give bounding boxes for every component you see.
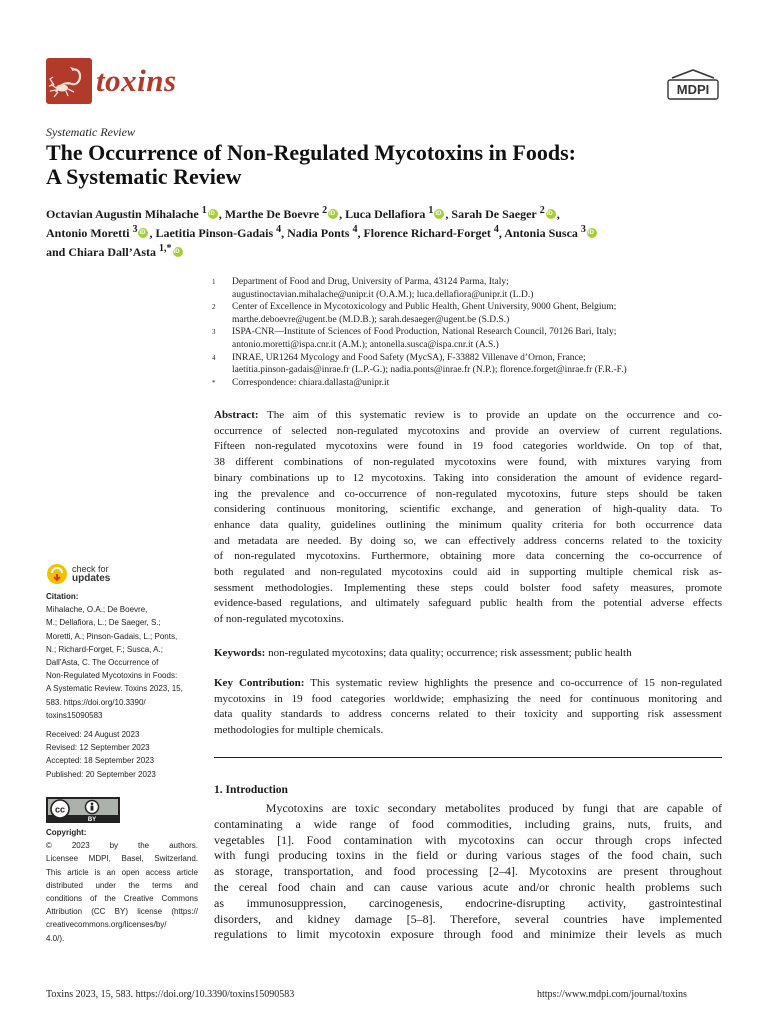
check-for-updates-button[interactable] [46,563,110,585]
section-divider [214,757,722,758]
citation-line: Dall’Asta, C. The Occurrence of [46,658,159,668]
key-contribution [214,676,722,739]
author-affiliation: 2 [322,205,328,216]
citation-label: Citation: [46,592,79,601]
citation-doi-link[interactable]: toxins15090583 [46,710,103,720]
orcid-icon[interactable] [173,247,183,257]
author-name: Nadia Ponts [287,226,350,240]
abstract-line: both regulated and non-regulated mycotoxins could aid in supporting multiple chemical risk as- [214,566,722,579]
author-affiliation: 3 [580,224,586,235]
abstract [214,408,722,628]
author-name: Antonio Moretti [46,226,130,240]
section-heading: 1. Introduction [214,784,288,796]
abstract-line: binary combinations up to 12 mycotoxins. Taking into consideration the amount of evidence regard- [214,471,722,484]
intro-line: as storage, transportation, and food processing [2–4]. Mycotoxins are present throughout [214,864,722,879]
affiliation-number: 1 [212,278,216,286]
check-updates-label [72,565,110,583]
journal-name: toxins [96,63,177,98]
affiliation-number: 4 [212,353,216,362]
key-contribution-line: mycotoxins in 19 food categories worldwide; emphasizing the need for continuous monitoring and [214,692,722,705]
cc-by-license-icon[interactable] [46,797,120,823]
copyright-line: Copyright: © 2023 by the authors. [46,828,198,851]
affiliation [212,326,732,351]
author-name: Laetitia Pinson-Gadais [155,226,274,240]
affiliation-list [212,276,732,389]
author-affiliation: 3 [132,224,138,235]
intro-line: the cereal food chain and can cause various acute and/or chronic health problems such [214,879,722,894]
affiliation-line: Department of Food and Drug, University of Parma, 43124 Parma, Italy; [232,277,509,287]
keywords-label: Keywords: [214,647,266,659]
received-date: Received: 24 August 2023 [46,730,140,739]
copyright-line: Licensee MDPI, Basel, Switzerland. [46,854,198,864]
correspondence-line[interactable]: Correspondence: chiara.dallasta@unipr.it [232,377,390,388]
affiliation-line: Center of Excellence in Mycotoxicology and Public Health, Ghent University, 9000 Ghent, Belgium; [232,302,617,313]
affiliation-line[interactable]: laetitia.pinson-gadais@inrae.fr (L.P.-G.); nadia.ponts@inrae.fr (N.P.); florence.forget@inrae.fr (F.R.-F.) [232,365,627,376]
abstract-line: Fifteen non-regulated mycotoxins were found in 19 food categories worldwide. On top of that, [214,440,722,453]
intro-line: regulations to limit mycotoxin exposure through food and minimize their levels as much [214,927,722,942]
copyright-line: Attribution (CC BY) license (https:// [46,907,198,917]
author-name: Marthe De Boevre [224,207,320,221]
citation-line: N.; Richard-Forget, F.; Susca, A.; [46,644,163,654]
abstract-line: and metadata are needed. By doing so, we can effectively address concerns related to the toxicity [214,534,722,547]
author-line: Antonio Moretti $^3$iD , Laetitia Pinson-Gadais $^4$, Nadia Ponts $^4$, Florence Richard-Forget $^4$, Antonia Susca $^3$iD [46,222,726,241]
footer-journal-link[interactable]: https://www.mdpi.com/journal/toxins [537,989,687,1000]
orcid-icon[interactable] [328,209,338,219]
intro-line: as immunosuppression, carcinogenesis, endocrine-disrupting activity, gastrointestinal [214,895,722,910]
intro-line: vegetables [1]. Food contamination with mycotoxins can occur through crops infected [214,832,722,847]
author-name: Luca Dellafiora [345,207,426,221]
affiliation-line: ISPA-CNR—Institute of Sciences of Food Production, National Research Council, 70126 Bari, Italy; [232,327,617,338]
journal-logo[interactable] [46,58,177,104]
abstract-line: of non-regulated mycotoxins. [214,613,344,626]
abstract-line: considering continuous monitoring, scientific exchange, and generation of high-quality data. To [214,503,722,516]
abstract-line: enhance data quality, guidelines outlining the minimum quality criteria for both occurrence data [214,518,722,531]
svg-text:cc: cc [54,804,66,815]
introduction-body [214,801,722,943]
keywords-text: non-regulated mycotoxins; data quality; occurrence; risk assessment; public health [268,647,632,659]
author-affiliation: 4 [352,224,358,235]
article-type: Systematic Review [46,125,135,139]
author-name: Chiara Dall’Asta [68,245,157,259]
check-updates-icon [46,563,68,585]
license-link[interactable]: creativecommons.org/licenses/by/ [46,920,167,930]
author-list [46,203,726,260]
affiliation-number: * [212,378,216,387]
copyright-label: Copyright: [46,828,87,837]
orcid-icon[interactable] [138,228,148,238]
orcid-icon[interactable] [587,228,597,238]
orcid-icon[interactable] [434,209,444,219]
orcid-icon[interactable] [546,209,556,219]
copyright-line: 4.0/). [46,933,65,943]
author-conjunction: and [46,245,66,259]
citation-line: Citation: Mihalache, O.A.; De Boevre, [46,592,148,615]
publication-dates [46,728,198,781]
citation-block [46,590,198,722]
author-name: Sarah De Saeger [451,207,537,221]
check-updates-line: check for [72,564,109,574]
affiliation [212,352,732,377]
affiliation-line[interactable]: antonio.moretti@ispa.cnr.it (A.M.); antonella.susca@ispa.cnr.it (A.S.) [232,339,499,350]
abstract-label: Abstract: [214,409,259,421]
correspondence [212,377,732,390]
revised-date: Revised: 12 September 2023 [46,743,150,753]
author-affiliation: 2 [539,205,545,216]
author-line: Octavian Augustin Mihalache $^1$iD , Marthe De Boevre $^2$iD , Luca Dellafiora $^1$iD , Sarah De Saeger $^2$iD , [46,203,726,222]
citation-line: Moretti, A.; Pinson-Gadais, L.; Ponts, [46,631,178,641]
affiliation-number: 2 [212,303,216,312]
citation-doi-link[interactable]: 583. https://doi.org/10.3390/ [46,697,146,707]
affiliation-line: INRAE, UR1264 Mycology and Food Safety (MycSA), F-33882 Villenave d’Ornon, France; [232,352,586,363]
affiliation-line[interactable]: marthe.deboevre@ugent.be (M.D.B.); sarah.desaeger@ugent.be (S.D.S.) [232,314,510,325]
copyright-line: distributed under the terms and [46,880,198,890]
keywords [214,646,722,662]
author-affiliation: 4 [276,224,282,235]
intro-line: with fungi producing toxins in the field or during various stages of the food chain, such [214,848,722,863]
author-affiliation: 4 [493,224,499,235]
key-contribution-line: methodologies for multiple chemicals. [214,724,384,737]
abstract-line: sessment methodologies. Implementing these steps could bolster food safety measures, promote [214,581,722,594]
author-name: Florence Richard-Forget [363,226,491,240]
published-date: Published: 20 September 2023 [46,769,156,779]
check-updates-line: updates [72,573,111,584]
abstract-line: of non-regulated mycotoxins. Furthermore, obtaining more data concerning the co-occurrence of [214,550,722,563]
author-name: Antonia Susca [504,226,578,240]
copyright-line: This article is an open access article [46,867,198,877]
copyright-block [46,826,198,945]
title-line: The Occurrence of Non-Regulated Mycotoxins in Foods: [46,140,576,165]
author-name: Octavian Augustin Mihalache [46,207,199,221]
copyright-line: conditions of the Creative Commons [46,894,198,904]
affiliation-line[interactable]: augustinoctavian.mihalache@unipr.it (O.A.M.); luca.dellafiora@unipr.it (L.D.) [232,289,534,300]
abstract-line: occurrence of selected non-regulated mycotoxins and provide an overview of current regulations. [214,424,722,437]
cc-badge-text: BY [87,817,97,823]
affiliation [212,301,732,326]
author-line [46,241,726,260]
affiliation [212,276,732,301]
intro-line: disorders, and kidney damage [5–8]. Therefore, several countries have implemented [214,911,722,926]
mdpi-logo-icon[interactable] [664,68,722,102]
citation-line: Non-Regulated Mycotoxins in Foods: [46,671,178,681]
accepted-date: Accepted: 18 September 2023 [46,756,155,766]
author-affiliation: 1 [428,205,434,216]
publisher-name: MDPI [676,82,710,97]
key-contribution-line: data quality standards to address concerns related to their toxicity and supporting risk assessment [214,708,722,721]
orcid-icon[interactable] [208,209,218,219]
intro-line: contaminating a wide range of food commodities, including grains, nuts, fruits, and [214,816,722,831]
abstract-line: evidence-based regulations, and ultimately safeguard public health from the potential adverse effects [214,597,722,610]
affiliation-number: 3 [212,328,216,337]
abstract-line: 38 different combinations of non-regulated mycotoxins were found, with mixtures varying from [214,456,722,469]
scorpion-emblem-icon [46,58,92,104]
abstract-line: Abstract: The aim of this systematic review is to provide an update on the occurrence and co- [214,409,722,421]
abstract-line: ing the prevalence and co-occurrence of non-regulated mycotoxins, future steps should be taken [214,487,722,500]
title-line: A Systematic Review [46,164,242,189]
article-title [46,141,726,189]
citation-line: M.; Dellafiora, L.; De Saeger, S.; [46,618,161,628]
key-contribution-label: Key Contribution: [214,677,305,689]
intro-line: Mycotoxins are toxic secondary metabolites produced by fungi that are capable of [214,801,722,815]
citation-line: A Systematic Review. Toxins 2023, 15, [46,684,183,694]
author-affiliation: 1 [201,205,207,216]
author-affiliation: 1,* [159,243,172,254]
key-contribution-line: Key Contribution: This systematic review highlights the presence and co-occurrence of 15 non-regulated [214,677,722,689]
footer-citation[interactable]: Toxins 2023, 15, 583. https://doi.org/10.3390/toxins15090583 [46,989,295,1000]
